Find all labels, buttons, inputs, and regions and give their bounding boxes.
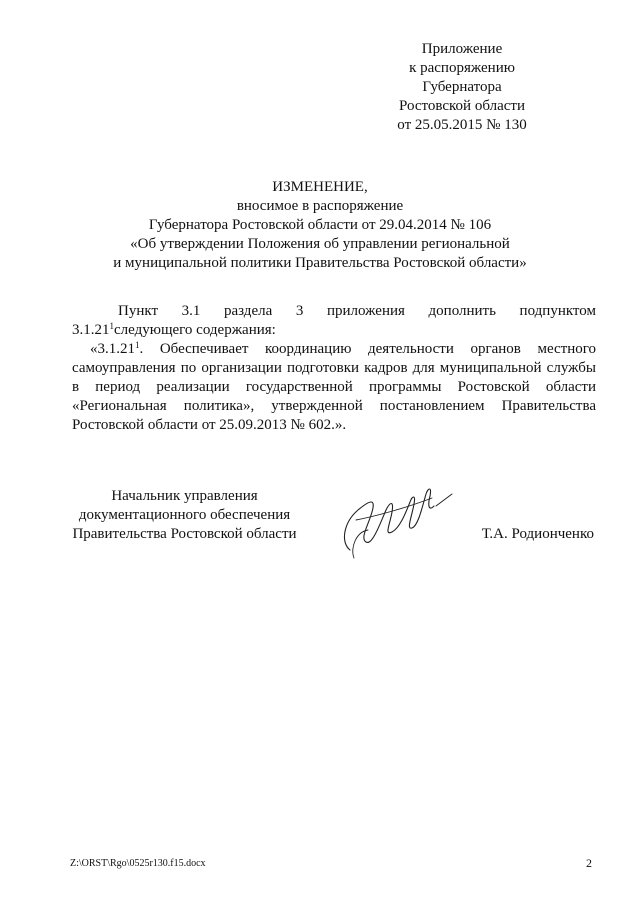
paragraph-1-ref: 3.1.21: [72, 322, 110, 338]
page-number: 2: [586, 856, 592, 870]
document-title: [60, 178, 580, 273]
handwritten-signature: [336, 472, 456, 562]
paragraph-1-sup: 1: [109, 321, 114, 331]
title-line-2: Губернатора Ростовской области от 29.04.2014 № 106: [148, 217, 492, 233]
title-line-3: «Об утверждении Положения об управлении региональной: [130, 236, 510, 252]
signer-title: [62, 487, 307, 544]
appendix-header: [362, 40, 562, 135]
appendix-line-1: Приложение: [421, 41, 503, 57]
document-body: [72, 302, 596, 435]
paragraph-1-rest: следующего содержания:: [114, 322, 276, 338]
paragraph-2-text: . Обеспечивает координацию деятельности органов местного самоуправления по организации подготовки кадров для муниципальной службы в период реализации государственной программы Ростовской области «Региональная политика», утвержденной постановлением Правительства Ростовской области от 25.09.2013 № 602.».: [72, 341, 596, 433]
signer-line-1: Начальник управления: [111, 488, 258, 504]
paragraph-1-line-2: [72, 321, 596, 340]
paragraph-2-ref: «3.1.21: [90, 341, 135, 357]
signer-name: Т.А. Родионченко: [481, 526, 594, 542]
title-line-1: вносимое в распоряжение: [236, 198, 404, 214]
paragraph-2-sup: 1: [135, 340, 140, 350]
appendix-line-3: Губернатора: [422, 79, 502, 95]
appendix-line-4: Ростовской области: [399, 98, 525, 114]
footer-file-path: Z:\ORST\Rgo\0525r130.f15.docx: [70, 858, 206, 869]
paragraph-1-line-1: Пункт 3.1 раздела 3 приложения дополнить подпунктом: [118, 303, 596, 319]
title-heading: ИЗМЕНЕНИЕ,: [272, 179, 368, 195]
signer-line-2: документационного обеспечения: [78, 507, 291, 523]
paragraph-2: [72, 340, 596, 435]
appendix-line-5: от 25.05.2015 № 130: [397, 117, 527, 133]
signer-line-3: Правительства Ростовской области: [72, 526, 297, 542]
title-line-4: и муниципальной политики Правительства Ростовской области»: [113, 255, 527, 271]
appendix-line-2: к распоряжению: [409, 60, 515, 76]
